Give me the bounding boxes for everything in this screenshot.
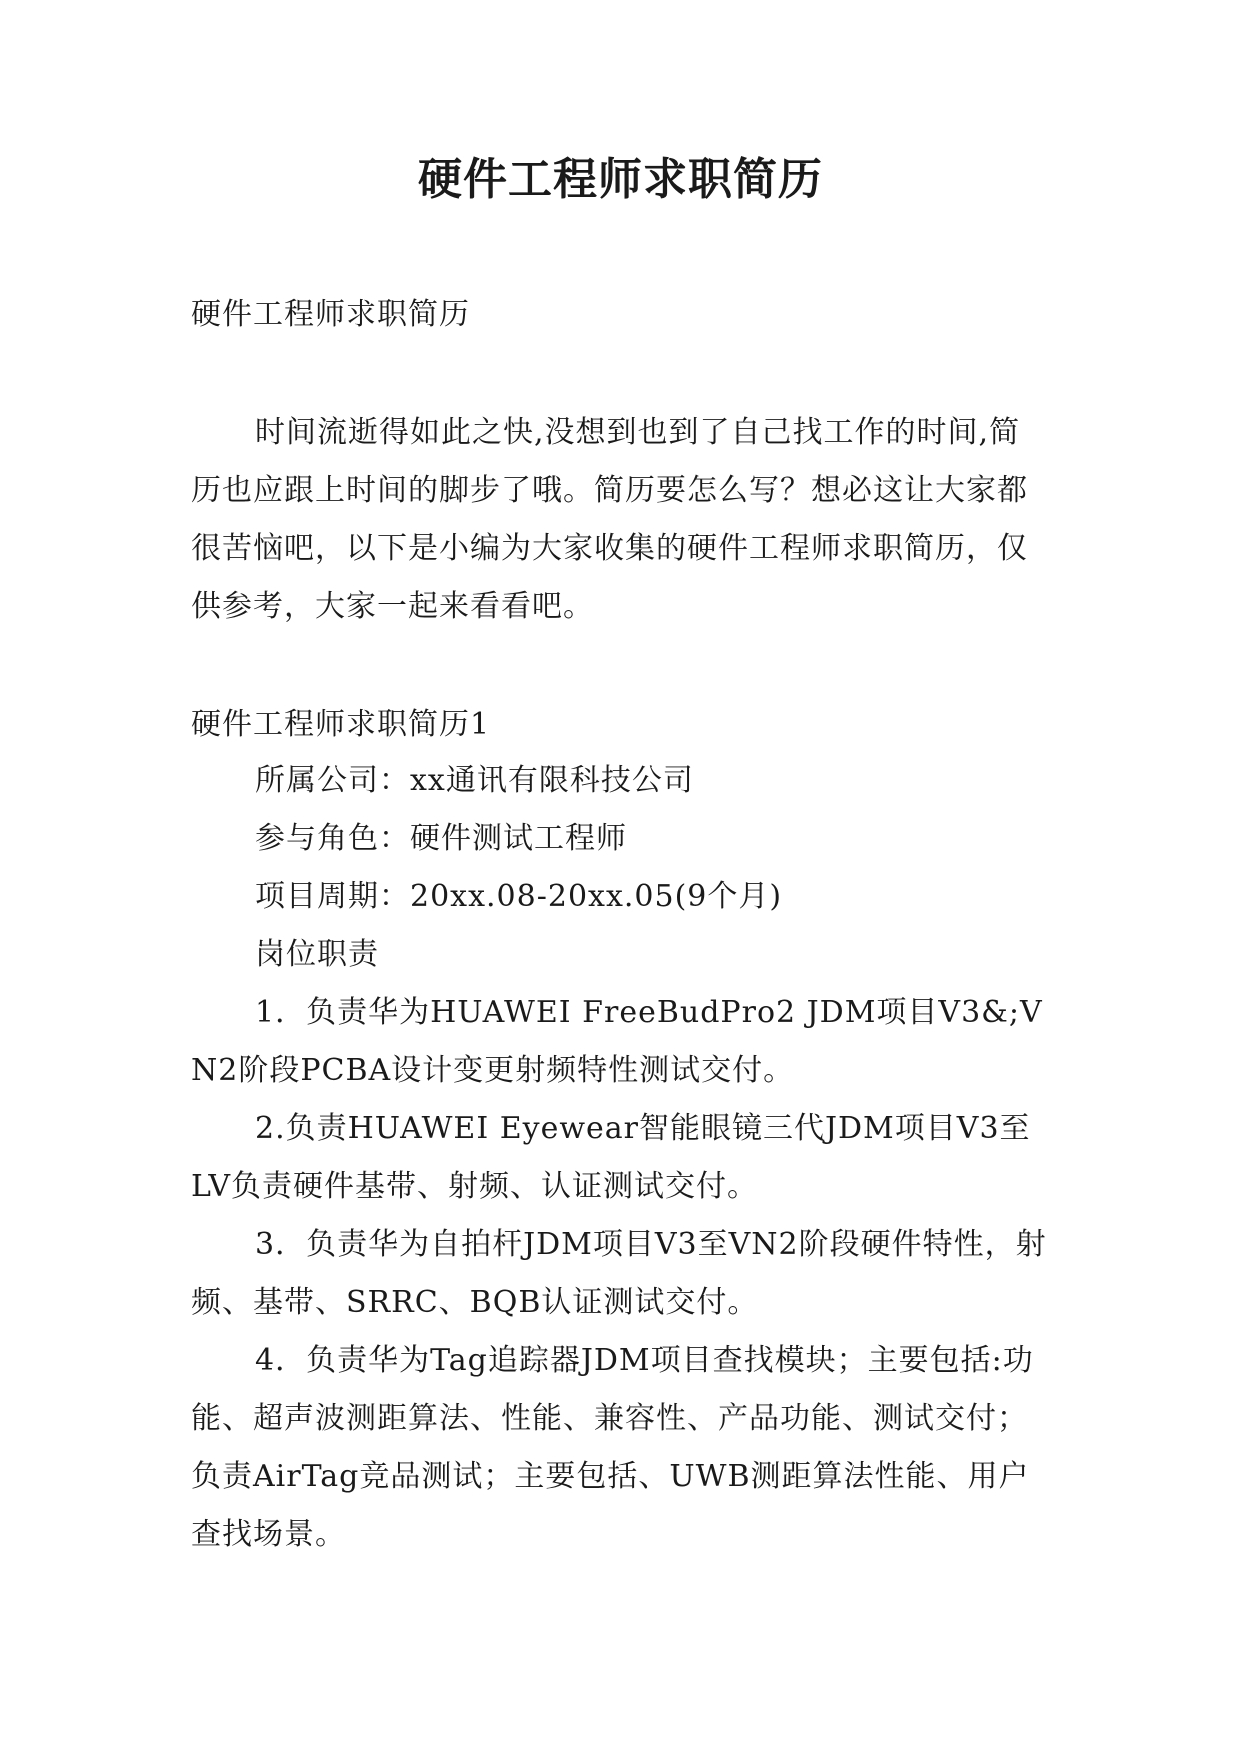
duty-item: 3．负责华为自拍杆JDM项目V3至VN2阶段硬件特性，射频、基带、SRRC、BQB认证测试交付。 [191, 1227, 1047, 1320]
period-line: 项目周期：20xx.08-20xx.05(9个月) [255, 879, 783, 914]
duty-item: 4．负责华为Tag追踪器JDM项目查找模块；主要包括:功能、超声波测距算法、性能、兼容性、产品功能、测试交付；负责AirTag竞品测试；主要包括、UWB测距算法性能、用户查找场景。 [191, 1343, 1034, 1552]
role-line: 参与角色：硬件测试工程师 [255, 821, 627, 856]
duty-item: 1．负责华为HUAWEI FreeBudPro2 JDM项目V3&;VN2阶段PCBA设计变更射频特性测试交付。 [191, 995, 1043, 1088]
company-line: 所属公司：xx通讯有限科技公司 [255, 763, 694, 798]
section-heading: 硬件工程师求职简历1 [191, 707, 491, 742]
document-title: 硬件工程师求职简历 [418, 154, 823, 205]
document-subtitle: 硬件工程师求职简历 [191, 297, 470, 332]
duty-item: 2.负责HUAWEI Eyewear智能眼镜三代JDM项目V3至LV负责硬件基带、射频、认证测试交付。 [191, 1111, 1031, 1204]
intro-paragraph: 时间流逝得如此之快,没想到也到了自己找工作的时间,简历也应跟上时间的脚步了哦。简历要怎么写？想必这让大家都很苦恼吧，以下是小编为大家收集的硬件工程师求职简历，仅供参考，大家一起来看看吧。 [191, 415, 1028, 624]
duties-heading: 岗位职责 [255, 937, 379, 972]
